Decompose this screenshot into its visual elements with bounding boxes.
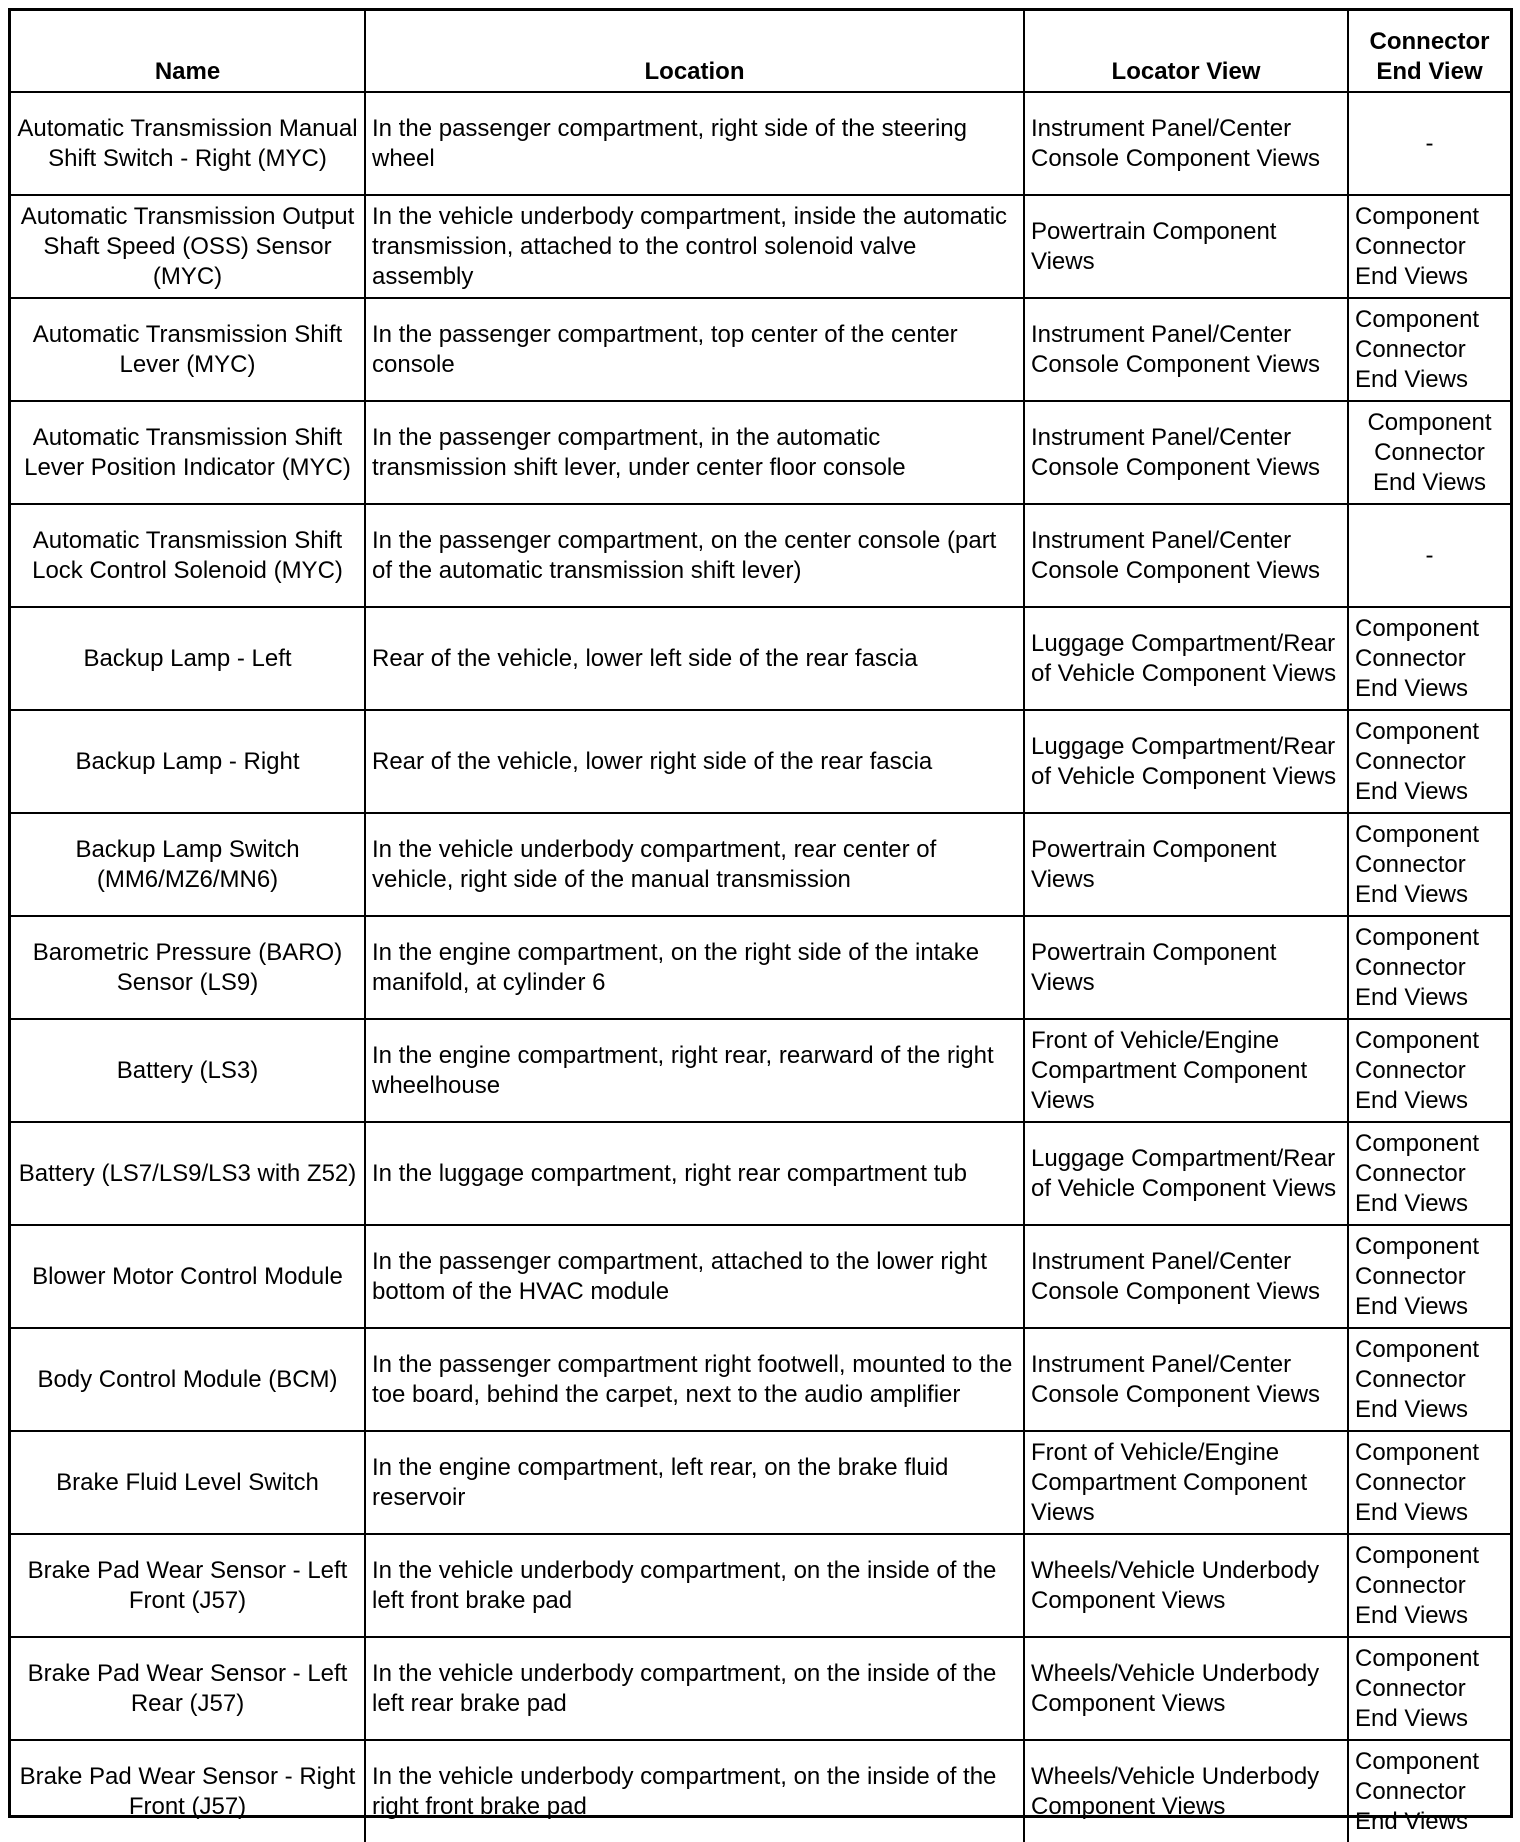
location-cell: In the passenger compartment, attached to the lower right bottom of the HVAC module bbox=[365, 1225, 1024, 1328]
table-row bbox=[11, 813, 1510, 916]
location-cell: In the passenger compartment, on the center console (part of the automatic transmission shift lever) bbox=[365, 504, 1024, 607]
location-cell: In the vehicle underbody compartment, on the inside of the right front brake pad bbox=[365, 1740, 1024, 1842]
name-cell: Battery (LS3) bbox=[11, 1019, 365, 1122]
locator-view-cell: Instrument Panel/Center Console Component Views bbox=[1024, 298, 1348, 401]
location-cell: In the passenger compartment, in the automatic transmission shift lever, under center floor console bbox=[365, 401, 1024, 504]
table-row bbox=[11, 1740, 1510, 1842]
location-cell: Rear of the vehicle, lower left side of the rear fascia bbox=[365, 607, 1024, 710]
locator-view-cell: Instrument Panel/Center Console Component Views bbox=[1024, 401, 1348, 504]
connector-end-view-cell: Component Connector End Views bbox=[1348, 1534, 1510, 1637]
component-locator-table-page bbox=[8, 8, 1513, 1835]
location-cell: In the vehicle underbody compartment, on the inside of the left front brake pad bbox=[365, 1534, 1024, 1637]
connector-end-view-cell: Component Connector End Views bbox=[1348, 1019, 1510, 1122]
name-cell: Automatic Transmission Output Shaft Speed (OSS) Sensor (MYC) bbox=[11, 195, 365, 298]
locator-view-cell: Wheels/Vehicle Underbody Component Views bbox=[1024, 1740, 1348, 1842]
name-cell: Brake Pad Wear Sensor - Left Front (J57) bbox=[11, 1534, 365, 1637]
location-cell: In the engine compartment, on the right side of the intake manifold, at cylinder 6 bbox=[365, 916, 1024, 1019]
connector-end-view-cell: Component Connector End Views bbox=[1348, 1637, 1510, 1740]
name-cell: Brake Pad Wear Sensor - Left Rear (J57) bbox=[11, 1637, 365, 1740]
connector-end-view-cell: Component Connector End Views bbox=[1348, 195, 1510, 298]
locator-view-cell: Instrument Panel/Center Console Component Views bbox=[1024, 504, 1348, 607]
name-cell: Automatic Transmission Shift Lever (MYC) bbox=[11, 298, 365, 401]
connector-end-view-cell: Component Connector End Views bbox=[1348, 1328, 1510, 1431]
table-row bbox=[11, 1225, 1510, 1328]
location-cell: In the luggage compartment, right rear compartment tub bbox=[365, 1122, 1024, 1225]
component-locator-table bbox=[11, 11, 1510, 1842]
name-cell: Brake Fluid Level Switch bbox=[11, 1431, 365, 1534]
name-cell: Battery (LS7/LS9/LS3 with Z52) bbox=[11, 1122, 365, 1225]
connector-end-view-cell: - bbox=[1348, 504, 1510, 607]
connector-end-view-cell: Component Connector End Views bbox=[1348, 916, 1510, 1019]
table-row bbox=[11, 401, 1510, 504]
location-cell: In the passenger compartment right footwell, mounted to the toe board, behind the carpet, next to the audio amplifier bbox=[365, 1328, 1024, 1431]
location-cell: In the passenger compartment, right side of the steering wheel bbox=[365, 92, 1024, 195]
locator-view-cell: Instrument Panel/Center Console Component Views bbox=[1024, 1328, 1348, 1431]
locator-view-cell: Luggage Compartment/Rear of Vehicle Component Views bbox=[1024, 710, 1348, 813]
connector-end-view-cell: Component Connector End Views bbox=[1348, 813, 1510, 916]
header-connector-end-view: Connector End View bbox=[1348, 11, 1510, 92]
locator-view-cell: Instrument Panel/Center Console Component Views bbox=[1024, 92, 1348, 195]
table-row bbox=[11, 1328, 1510, 1431]
name-cell: Barometric Pressure (BARO) Sensor (LS9) bbox=[11, 916, 365, 1019]
header-location: Location bbox=[365, 11, 1024, 92]
table-row bbox=[11, 607, 1510, 710]
table-row bbox=[11, 1019, 1510, 1122]
connector-end-view-cell: Component Connector End Views bbox=[1348, 1431, 1510, 1534]
connector-end-view-cell: Component Connector End Views bbox=[1348, 298, 1510, 401]
name-cell: Backup Lamp - Right bbox=[11, 710, 365, 813]
header-name: Name bbox=[11, 11, 365, 92]
table-row bbox=[11, 195, 1510, 298]
locator-view-cell: Front of Vehicle/Engine Compartment Component Views bbox=[1024, 1019, 1348, 1122]
name-cell: Automatic Transmission Shift Lock Control Solenoid (MYC) bbox=[11, 504, 365, 607]
connector-end-view-cell: - bbox=[1348, 92, 1510, 195]
locator-view-cell: Luggage Compartment/Rear of Vehicle Component Views bbox=[1024, 607, 1348, 710]
header-locator-view: Locator View bbox=[1024, 11, 1348, 92]
header-row bbox=[11, 11, 1510, 92]
table-row bbox=[11, 1122, 1510, 1225]
location-cell: In the passenger compartment, top center of the center console bbox=[365, 298, 1024, 401]
location-cell: In the engine compartment, right rear, rearward of the right wheelhouse bbox=[365, 1019, 1024, 1122]
table-row bbox=[11, 710, 1510, 813]
name-cell: Blower Motor Control Module bbox=[11, 1225, 365, 1328]
table-row bbox=[11, 298, 1510, 401]
table-row bbox=[11, 92, 1510, 195]
locator-view-cell: Powertrain Component Views bbox=[1024, 813, 1348, 916]
locator-view-cell: Wheels/Vehicle Underbody Component Views bbox=[1024, 1534, 1348, 1637]
table-row bbox=[11, 1637, 1510, 1740]
connector-end-view-cell: Component Connector End Views bbox=[1348, 607, 1510, 710]
connector-end-view-cell: Component Connector End Views bbox=[1348, 1740, 1510, 1842]
location-cell: Rear of the vehicle, lower right side of the rear fascia bbox=[365, 710, 1024, 813]
table-row bbox=[11, 1431, 1510, 1534]
name-cell: Automatic Transmission Shift Lever Position Indicator (MYC) bbox=[11, 401, 365, 504]
location-cell: In the engine compartment, left rear, on the brake fluid reservoir bbox=[365, 1431, 1024, 1534]
connector-end-view-cell: Component Connector End Views bbox=[1348, 1122, 1510, 1225]
name-cell: Backup Lamp - Left bbox=[11, 607, 365, 710]
name-cell: Automatic Transmission Manual Shift Switch - Right (MYC) bbox=[11, 92, 365, 195]
locator-view-cell: Powertrain Component Views bbox=[1024, 195, 1348, 298]
table-row bbox=[11, 504, 1510, 607]
connector-end-view-cell: Component Connector End Views bbox=[1348, 1225, 1510, 1328]
locator-view-cell: Front of Vehicle/Engine Compartment Component Views bbox=[1024, 1431, 1348, 1534]
locator-view-cell: Powertrain Component Views bbox=[1024, 916, 1348, 1019]
name-cell: Brake Pad Wear Sensor - Right Front (J57) bbox=[11, 1740, 365, 1842]
locator-view-cell: Wheels/Vehicle Underbody Component Views bbox=[1024, 1637, 1348, 1740]
connector-end-view-cell: Component Connector End Views bbox=[1348, 710, 1510, 813]
table-row bbox=[11, 1534, 1510, 1637]
table-row bbox=[11, 916, 1510, 1019]
locator-view-cell: Luggage Compartment/Rear of Vehicle Component Views bbox=[1024, 1122, 1348, 1225]
locator-view-cell: Instrument Panel/Center Console Component Views bbox=[1024, 1225, 1348, 1328]
location-cell: In the vehicle underbody compartment, inside the automatic transmission, attached to the control solenoid valve assembly bbox=[365, 195, 1024, 298]
connector-end-view-cell: Component Connector End Views bbox=[1348, 401, 1510, 504]
location-cell: In the vehicle underbody compartment, on the inside of the left rear brake pad bbox=[365, 1637, 1024, 1740]
location-cell: In the vehicle underbody compartment, rear center of vehicle, right side of the manual transmission bbox=[365, 813, 1024, 916]
name-cell: Backup Lamp Switch (MM6/MZ6/MN6) bbox=[11, 813, 365, 916]
name-cell: Body Control Module (BCM) bbox=[11, 1328, 365, 1431]
